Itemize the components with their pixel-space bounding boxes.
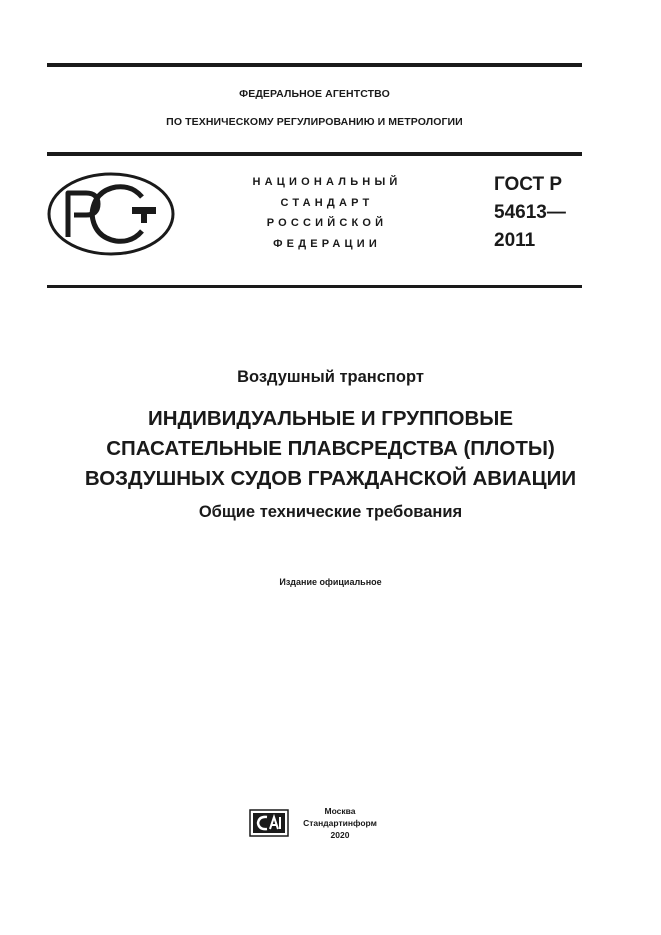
publisher-block <box>295 805 385 841</box>
title-line-1: ИНДИВИДУАЛЬНЫЕ И ГРУППОВЫЕ <box>147 407 514 430</box>
publisher-name: Стандартинформ <box>303 818 377 828</box>
rst-logo-icon <box>46 171 176 257</box>
top-rule <box>47 63 582 67</box>
gost-prefix: ГОСТ Р <box>494 174 563 195</box>
standard-type-line-3: РОССИЙСКОЙ <box>266 217 388 229</box>
gost-designation <box>494 171 566 255</box>
standard-type-line-4: ФЕДЕРАЦИИ <box>273 237 381 250</box>
standard-type <box>232 172 422 254</box>
gost-number: 54613— <box>494 202 566 223</box>
middle-rule <box>47 152 582 156</box>
agency-line-1: ФЕДЕРАЛЬНОЕ АГЕНТСТВО <box>239 88 390 100</box>
standard-type-line-2: СТАНДАРТ <box>280 196 374 209</box>
document-subject: Воздушный транспорт <box>237 368 424 386</box>
title-line-2: СПАСАТЕЛЬНЫЕ ПЛАВСРЕДСТВА (ПЛОТЫ) <box>106 437 555 460</box>
publisher-year: 2020 <box>330 830 350 840</box>
title-line-3: ВОЗДУШНЫХ СУДОВ ГРАЖДАНСКОЙ АВИАЦИИ <box>84 467 577 490</box>
document-subtitle: Общие технические требования <box>198 503 463 521</box>
document-title <box>0 404 661 494</box>
standard-type-line-1: НАЦИОНАЛЬНЫЙ <box>252 176 402 188</box>
standartinform-logo-icon <box>249 809 289 837</box>
bottom-rule <box>47 285 582 288</box>
gost-year: 2011 <box>494 230 536 251</box>
agency-line-2: ПО ТЕХНИЧЕСКОМУ РЕГУЛИРОВАНИЮ И МЕТРОЛОГИИ <box>166 116 463 128</box>
edition-label: Издание официальное <box>279 577 382 587</box>
publisher-city: Москва <box>324 806 356 816</box>
